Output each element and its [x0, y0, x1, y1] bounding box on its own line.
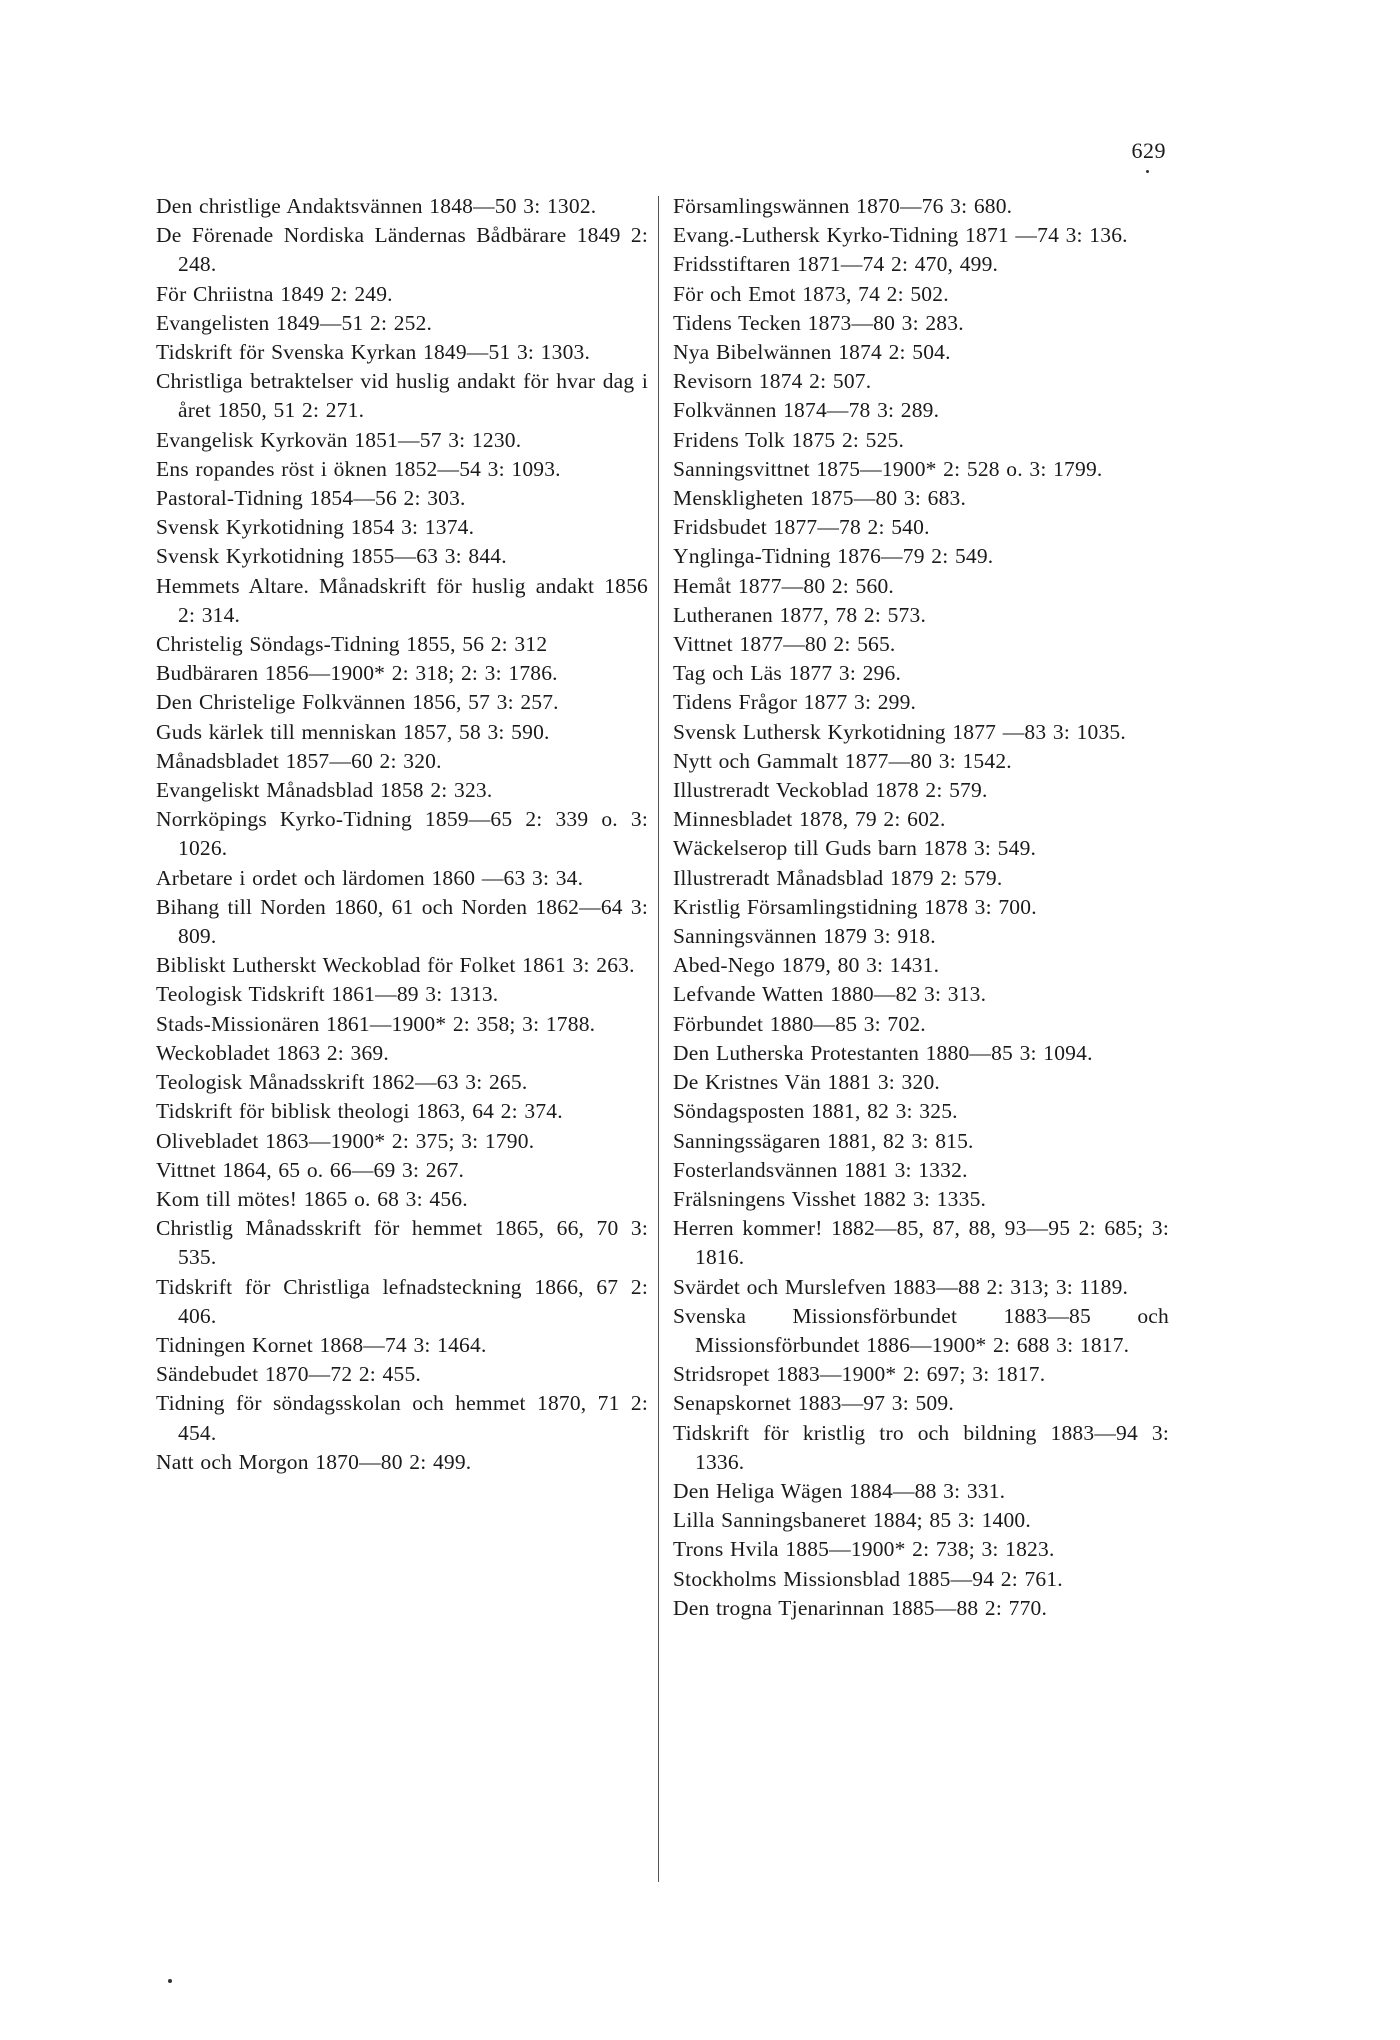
index-entry: Christelig Söndags-Tidning 1855, 56 2: 312 — [156, 632, 548, 657]
index-entry: Bibliskt Lutherskt Weckoblad för Folket 1861 3: 263. — [156, 953, 635, 978]
index-entry: Svenska Missionsförbundet 1883—85 och Missionsförbundet 1886—1900* 2: 688 3: 1817. — [673, 1303, 1169, 1357]
index-entry: För Chriistna 1849 2: 249. — [156, 281, 393, 306]
index-entry: Tidens Tecken 1873—80 3: 283. — [673, 310, 964, 335]
index-entry: Evang.-Luthersk Kyrko-Tidning 1871 —74 3: 136. — [673, 223, 1128, 248]
index-entry: Hemåt 1877—80 2: 560. — [673, 573, 894, 598]
index-entry: Svensk Kyrkotidning 1854 3: 1374. — [156, 515, 475, 540]
index-entry: Pastoral-Tidning 1854—56 2: 303. — [156, 486, 466, 511]
index-entry: Svärdet och Murslefven 1883—88 2: 313; 3: 1189. — [673, 1274, 1129, 1299]
index-entry: Wäckelserop till Guds barn 1878 3: 549. — [673, 836, 1037, 861]
index-entry: Församlingswännen 1870—76 3: 680. — [673, 194, 1013, 218]
index-entry: Senapskornet 1883—97 3: 509. — [673, 1391, 954, 1416]
index-entry: Evangeliskt Månadsblad 1858 2: 323. — [156, 778, 493, 803]
index-entry: Ens ropandes röst i öknen 1852—54 3: 1093. — [156, 456, 561, 481]
right-column — [673, 192, 1169, 1623]
index-entry: Minnesbladet 1878, 79 2: 602. — [673, 807, 946, 832]
index-entry: Tidskrift för kristlig tro och bildning 1883—94 3: 1336. — [673, 1420, 1169, 1474]
index-entry: Den Heliga Wägen 1884—88 3: 331. — [673, 1478, 1006, 1503]
index-entry: Söndagsposten 1881, 82 3: 325. — [673, 1099, 958, 1124]
index-entry: Abed-Nego 1879, 80 3: 1431. — [673, 953, 940, 978]
index-entry: De Förenade Nordiska Ländernas Bådbärare 1849 2: 248. — [156, 223, 648, 277]
index-entry: Evangelisk Kyrkovän 1851—57 3: 1230. — [156, 427, 522, 452]
index-entry: Ynglinga-Tidning 1876—79 2: 549. — [673, 544, 994, 569]
index-entry: Förbundet 1880—85 3: 702. — [673, 1011, 926, 1036]
index-entry: Vittnet 1877—80 2: 565. — [673, 632, 896, 657]
index-entry: Herren kommer! 1882—85, 87, 88, 93—95 2: 685; 3: 1816. — [673, 1216, 1169, 1270]
index-entry: Fosterlandsvännen 1881 3: 1332. — [673, 1157, 968, 1182]
index-entry: Svensk Luthersk Kyrkotidning 1877 —83 3: 1035. — [673, 719, 1126, 744]
index-entry: Stridsropet 1883—1900* 2: 697; 3: 1817. — [673, 1362, 1046, 1387]
index-entry: Menskligheten 1875—80 3: 683. — [673, 486, 967, 511]
index-entry: Tidens Frågor 1877 3: 299. — [673, 690, 917, 715]
index-entry: De Kristnes Vän 1881 3: 320. — [673, 1070, 940, 1095]
index-entry: Månadsbladet 1857—60 2: 320. — [156, 748, 442, 773]
index-entry: Olivebladet 1863—1900* 2: 375; 3: 1790. — [156, 1128, 535, 1153]
index-entry: Sändebudet 1870—72 2: 455. — [156, 1362, 421, 1387]
index-entry: Budbäraren 1856—1900* 2: 318; 2: 3: 1786. — [156, 661, 558, 686]
speck-mark — [168, 1979, 172, 1983]
index-entry: Fridens Tolk 1875 2: 525. — [673, 427, 905, 452]
index-entry: Hemmets Altare. Månadskrift för huslig andakt 1856 2: 314. — [156, 573, 648, 627]
index-entry: Sanningssägaren 1881, 82 3: 815. — [673, 1128, 974, 1153]
index-entry: Trons Hvila 1885—1900* 2: 738; 3: 1823. — [673, 1537, 1055, 1562]
index-entry: Teologisk Månadsskrift 1862—63 3: 265. — [156, 1070, 528, 1095]
index-entry: Sanningsvännen 1879 3: 918. — [673, 924, 936, 949]
index-entry: Den christlige Andaktsvännen 1848—50 3: 1302. — [156, 194, 597, 218]
index-entry: Den trogna Tjenarinnan 1885—88 2: 770. — [673, 1595, 1048, 1620]
index-entry: Stockholms Missionsblad 1885—94 2: 761. — [673, 1566, 1063, 1591]
index-entry: Revisorn 1874 2: 507. — [673, 369, 872, 394]
left-column — [156, 192, 648, 1477]
index-entry: Norrköpings Kyrko-Tidning 1859—65 2: 339 o. 3: 1026. — [156, 807, 648, 861]
index-entry: Tidning för söndagsskolan och hemmet 1870, 71 2: 454. — [156, 1391, 648, 1445]
index-entry: För och Emot 1873, 74 2: 502. — [673, 281, 949, 306]
index-entry: Tidskrift för Svenska Kyrkan 1849—51 3: 1303. — [156, 340, 591, 365]
index-entry: Fridsstiftaren 1871—74 2: 470, 499. — [673, 252, 999, 277]
index-entry: Fridsbudet 1877—78 2: 540. — [673, 515, 930, 540]
index-entry: Tidningen Kornet 1868—74 3: 1464. — [156, 1332, 487, 1357]
index-entry: Kom till mötes! 1865 o. 68 3: 456. — [156, 1186, 468, 1211]
index-entry: Frälsningens Visshet 1882 3: 1335. — [673, 1186, 987, 1211]
index-entry: Nya Bibelwännen 1874 2: 504. — [673, 340, 951, 365]
index-entry: Folkvännen 1874—78 3: 289. — [673, 398, 940, 423]
index-entry: Lilla Sanningsbaneret 1884; 85 3: 1400. — [673, 1508, 1031, 1533]
index-entry: Tidskrift för Christliga lefnadsteckning 1866, 67 2: 406. — [156, 1274, 648, 1328]
index-entry: Tag och Läs 1877 3: 296. — [673, 661, 902, 686]
index-entry: Den Lutherska Protestanten 1880—85 3: 1094. — [673, 1040, 1093, 1065]
index-entry: Lefvande Watten 1880—82 3: 313. — [673, 982, 987, 1007]
index-entry: Den Christelige Folkvännen 1856, 57 3: 257. — [156, 690, 559, 715]
index-entry: Sanningsvittnet 1875—1900* 2: 528 o. 3: 1799. — [673, 456, 1103, 481]
index-entry: Bihang till Norden 1860, 61 och Norden 1862—64 3: 809. — [156, 894, 648, 949]
index-entry: Arbetare i ordet och lärdomen 1860 —63 3: 34. — [156, 865, 584, 890]
index-entry: Lutheranen 1877, 78 2: 573. — [673, 602, 927, 627]
index-entry: Svensk Kyrkotidning 1855—63 3: 844. — [156, 544, 507, 569]
column-divider — [658, 196, 659, 1882]
index-entry: Kristlig Församlingstidning 1878 3: 700. — [673, 894, 1037, 919]
index-entry: Natt och Morgon 1870—80 2: 499. — [156, 1449, 472, 1474]
index-entry: Weckobladet 1863 2: 369. — [156, 1040, 389, 1065]
index-entry: Illustreradt Månadsblad 1879 2: 579. — [673, 865, 1003, 890]
index-entry: Vittnet 1864, 65 o. 66—69 3: 267. — [156, 1157, 465, 1182]
index-entry: Nytt och Gammalt 1877—80 3: 1542. — [673, 748, 1012, 773]
index-entry: Guds kärlek till menniskan 1857, 58 3: 590. — [156, 719, 550, 744]
index-entry: Teologisk Tidskrift 1861—89 3: 1313. — [156, 982, 499, 1007]
speck-mark — [1146, 170, 1149, 173]
index-entry: Christlig Månadsskrift för hemmet 1865, 66, 70 3: 535. — [156, 1216, 648, 1270]
index-entry: Evangelisten 1849—51 2: 252. — [156, 310, 433, 335]
index-entry: Stads-Missionären 1861—1900* 2: 358; 3: 1788. — [156, 1011, 596, 1036]
index-entry: Christliga betraktelser vid huslig andakt för hvar dag i året 1850, 51 2: 271. — [156, 369, 648, 423]
page-number: 629 — [1131, 138, 1166, 163]
index-entry: Illustreradt Veckoblad 1878 2: 579. — [673, 778, 988, 803]
index-entry: Tidskrift för biblisk theologi 1863, 64 2: 374. — [156, 1099, 563, 1124]
